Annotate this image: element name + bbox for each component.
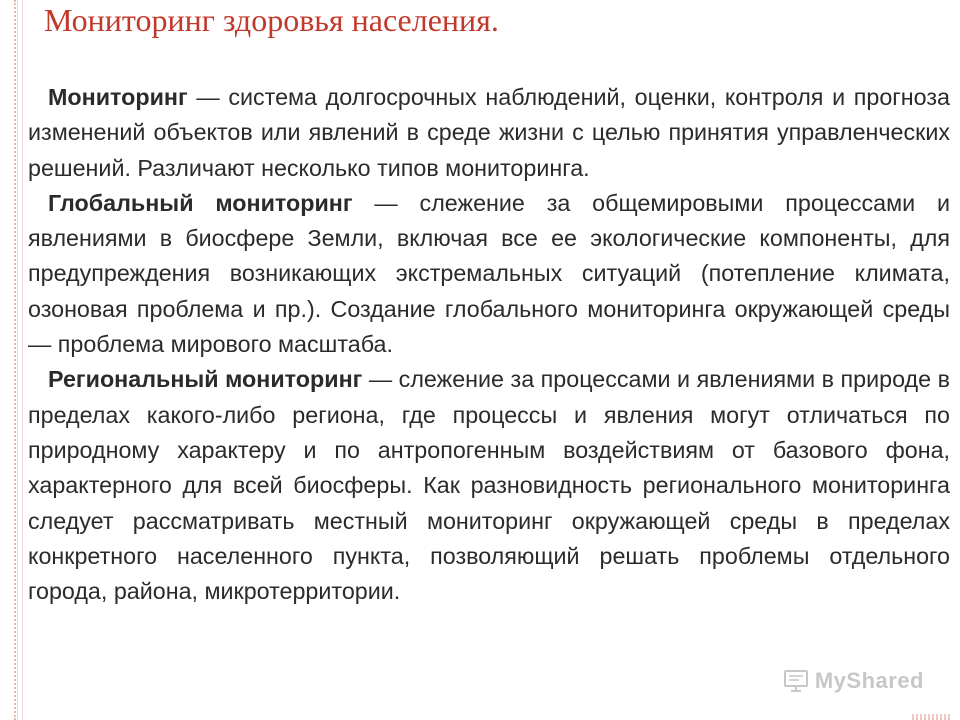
term-global-monitoring: Глобальный мониторинг [48,189,353,216]
left-decorative-border [14,0,18,720]
left-decorative-line [22,0,23,720]
paragraph-global-monitoring-text: — слежение за общемировыми процессами и явлениями в биосфере Земли, включая все ее экологические компоненты, для предупреждения возникающих экстремальных ситуаций (потепление климата, озоновая проблема и пр.). Создание глобального мониторинга окружающей среды — проблема мирового масштаба. [28,189,950,358]
term-regional-monitoring: Региональный мониторинг [48,366,363,393]
slide-body [28,80,950,609]
watermark [783,668,924,694]
paragraph-monitoring [28,80,950,186]
watermark-text: MyShared [814,668,924,693]
paragraph-monitoring-text: — система долгосрочных наблюдений, оценки, контроля и прогноза изменений объектов или явлений в среде жизни с целью принятия управленческих решений. Различают несколько типов мониторинга. [28,84,950,181]
paragraph-regional-monitoring-text: — слежение за процессами и явлениями в природе в пределах какого-либо региона, где процессы и явления могут отличаться по природному характеру и по антропогенным воздействиям от базового фона, характерного для всей биосферы. Как разновидность регионального мониторинга следует рассматривать местный мониторинг окружающей среды в пределах конкретного населенного пункта, позволяющий решать проблемы отдельного города, района, микротерритории. [28,366,950,605]
paragraph-global-monitoring [28,186,950,362]
slide-title: Мониторинг здоровья населения. [44,2,499,38]
paragraph-regional-monitoring [28,362,950,609]
term-monitoring: Мониторинг [48,84,188,110]
corner-ornament [912,714,952,720]
projector-screen-icon [783,668,809,694]
